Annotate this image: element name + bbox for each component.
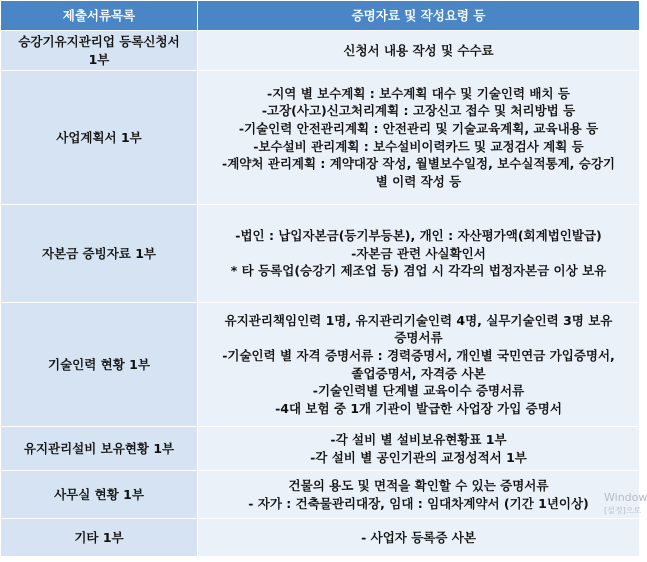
- document-details: [198, 303, 640, 427]
- document-item-label: 1부: [88, 51, 110, 67]
- detail-line: 별 이력 작성 등: [375, 173, 462, 189]
- document-details: [198, 205, 640, 303]
- document-item: [1, 71, 198, 205]
- detail-line: - 사업자 등록증 사본: [361, 529, 476, 545]
- table-row: [1, 205, 640, 303]
- detail-line: -계약처 관리계획 : 계약대장 작성, 월별보수일정, 보수실적통계, 승강기: [222, 156, 615, 172]
- detail-line: -보수설비 관리계획 : 보수설비이력카드 및 교정검사 계획 등: [253, 138, 584, 154]
- watermark-subtitle: [설정]으로: [604, 506, 642, 515]
- document-item: [1, 519, 198, 557]
- table-row: [1, 427, 640, 471]
- detail-line: -각 설비 별 설비보유현황표 1부: [330, 431, 507, 447]
- document-item-label: 기술인력 현황 1부: [48, 356, 150, 372]
- detail-line: -기술인력별 단계별 교육이수 증명서류: [312, 383, 525, 399]
- document-details: [198, 427, 640, 471]
- detail-line: -4대 보험 중 1개 기관이 발급한 사업장 가입 증명서: [275, 400, 562, 416]
- document-item-label: 기타 1부: [74, 529, 124, 545]
- detail-line: -기술인력 별 자격 증명서류 : 경력증명서, 개인별 국민연금 가입증명서,: [222, 347, 615, 363]
- document-item-label: 사업계획서 1부: [56, 129, 142, 145]
- detail-line: 신청서 내용 작성 및 수수료: [343, 42, 494, 58]
- document-item: [1, 303, 198, 427]
- table-row: [1, 519, 640, 557]
- header-documents: 제출서류목록: [1, 1, 198, 31]
- document-details: [198, 71, 640, 205]
- detail-line: * 타 등록업(승강기 제조업 등) 겸업 시 각각의 법정자본금 이상 보유: [230, 263, 607, 279]
- document-details: [198, 31, 640, 71]
- table-row: [1, 303, 640, 427]
- detail-line: 건물의 용도 및 면적을 확인할 수 있는 증명서류: [288, 477, 549, 493]
- document-item: [1, 205, 198, 303]
- windows-activation-watermark: [604, 491, 647, 517]
- table-row: [1, 31, 640, 71]
- detail-line: - 자가 : 건축물관리대장, 임대 : 임대차계약서 (기간 1년이상): [248, 495, 589, 511]
- detail-line: -각 설비 별 공인기관의 교정성적서 1부: [310, 449, 527, 465]
- detail-line: -자본금 관련 사실확인서: [351, 245, 486, 261]
- watermark-title: Window: [604, 491, 647, 504]
- document-item-label: 사무실 현황 1부: [54, 486, 144, 502]
- table-row: [1, 471, 640, 519]
- document-details: [198, 519, 640, 557]
- table-header-row: [1, 1, 640, 31]
- document-item-label: 승강기유지관리업 등록신청서: [18, 33, 180, 49]
- detail-line: -지역 별 보수계획 : 보수계획 대수 및 기술인력 배치 등: [267, 85, 570, 101]
- detail-line: 증명서류: [394, 330, 443, 346]
- table-row: [1, 71, 640, 205]
- header-evidence: 증명자료 및 작성요령 등: [198, 1, 640, 31]
- document-item-label: 유지관리설비 보유현황 1부: [23, 440, 175, 456]
- document-item: [1, 471, 198, 519]
- document-item: [1, 427, 198, 471]
- detail-line: -기술인력 안전관리계획 : 안전관리 및 기술교육계획, 교육내용 등: [238, 120, 599, 136]
- detail-line: 유지관리책임인력 1명, 유지관리기술인력 4명, 실무기술인력 3명 보유: [224, 312, 613, 328]
- detail-line: -고장(사고)신고처리계획 : 고장신고 접수 및 처리방법 등: [261, 103, 576, 119]
- document-details: [198, 471, 640, 519]
- detail-line: -법인 : 납입자본금(등기부등본), 개인 : 자산평가액(회계법인발급): [235, 228, 602, 244]
- detail-line: 졸업증명서, 자격증 사본: [351, 365, 486, 381]
- document-item: [1, 31, 198, 71]
- document-item-label: 자본금 증빙자료 1부: [41, 245, 156, 261]
